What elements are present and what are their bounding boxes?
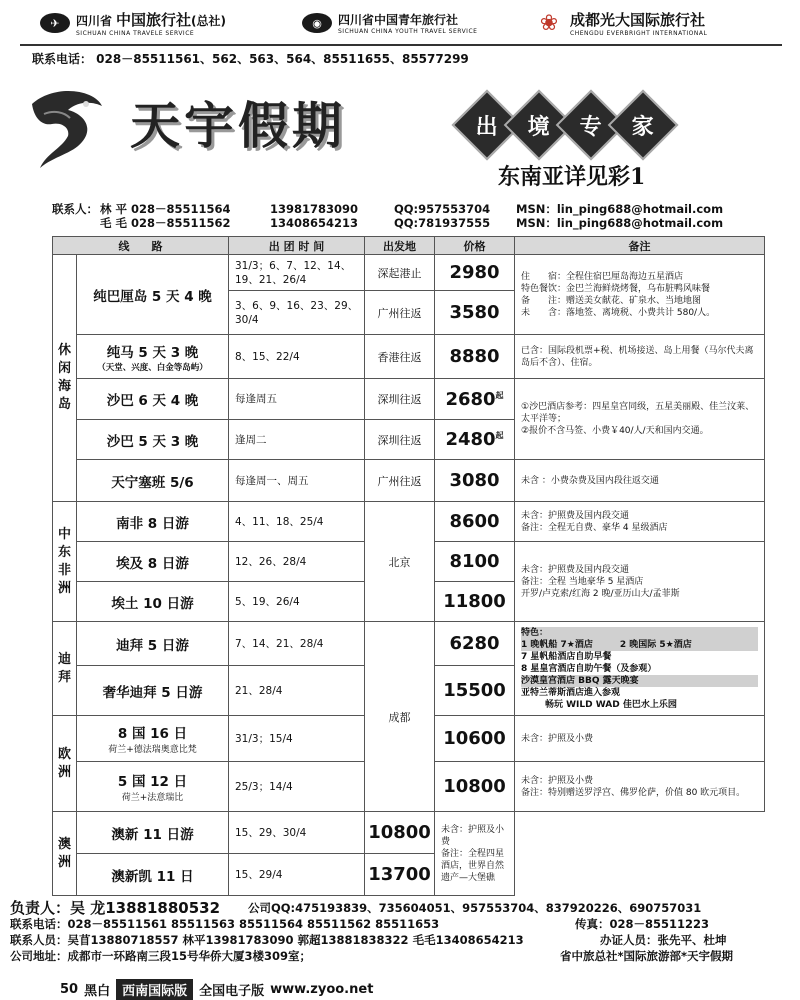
footer-address: 公司地址：成都市一环路南三段15号华侨大厦3楼309室； [10, 949, 312, 963]
contact-label [52, 216, 100, 230]
note-line: 未 含：落地签、离境税、小费共计 580/人。 [521, 307, 716, 318]
note-line: 畅玩 WILD WAD 佳巴水上乐园 [545, 699, 677, 710]
agency-cyts [302, 11, 534, 35]
route-name: 埃及 8 日游 [77, 542, 229, 582]
header-departure: 出发地 [365, 237, 435, 255]
route-name [77, 335, 229, 379]
subtitle: 东南亚详见彩1 [498, 164, 646, 190]
footer-fax: 传真：028－85511223 [575, 917, 710, 931]
badge-char-text: 家 [631, 113, 655, 140]
cts-logo-icon: ✈ [40, 13, 70, 33]
expert-badge [462, 96, 722, 154]
note-line: 特色餐饮：金巴兰海鲜烧烤餐，乌布脏鸭风味餐 [521, 283, 711, 294]
contact-qq: QQ:781937555 [394, 216, 491, 230]
price-from: 起 [495, 390, 504, 400]
agency-cts-brand: 中国旅行社 [116, 11, 192, 29]
footer-row [10, 916, 790, 932]
table-row [53, 255, 765, 291]
note-line: 备注：特别赠送罗浮宫、佛罗伦萨，价值 80 欧元项目。 [521, 787, 746, 798]
route-notes [515, 255, 765, 335]
route-departure: 广州往返 [365, 460, 435, 502]
price-value: 2680 [445, 388, 496, 410]
contact-phones: 联系电话： 028－85511561、562、563、564、85511655、85577299 [32, 52, 469, 66]
route-name: 天宁塞班 5/6 [77, 460, 229, 502]
table-row [53, 854, 765, 896]
route-price: 15500 [435, 666, 515, 716]
route-notes: 已含：国际段机票+税、机场接送、岛上用餐（马尔代夫离岛后不含）、住宿。 [515, 335, 765, 379]
agency-cts-suffix: (总社) [191, 14, 227, 28]
note-line: 沙漠皇宫酒店 BBQ 露天晚宴 [521, 675, 758, 687]
route-dates: 4、11、18、25/4 [229, 502, 365, 542]
page-bar [0, 978, 800, 1000]
price-value: 2480 [445, 429, 496, 450]
badge-char-text: 出 [475, 113, 499, 140]
contact-mobile: 13408654213 [270, 216, 359, 230]
footer-qq: 公司QQ:475193839、735604051、957553704、837920226、690757031 [248, 901, 702, 915]
price-from: 起 [495, 431, 504, 440]
route-departure: 香港往返 [365, 335, 435, 379]
table-row [53, 622, 765, 666]
agency-everbright-name: 成都光大国际旅行社 [570, 11, 706, 29]
route-price: 10800 [365, 812, 435, 854]
route-notes: 未含：护照及小费 [515, 716, 765, 762]
contact-name-phone: 毛 毛 028－85511562 [100, 216, 231, 230]
route-name: 纯巴厘岛 5 天 4 晚 [77, 255, 229, 335]
route-dates: 12、26、28/4 [229, 542, 365, 582]
route-notes [515, 762, 765, 812]
page-bw: 黑白 [84, 983, 111, 999]
agency-cyts-en: SICHUAN CHINA YOUTH TRAVEL SERVICE [338, 28, 478, 35]
note-line: 开罗/卢克索/红海 2 晚/亚历山大/孟菲斯 [521, 588, 680, 599]
route-dates: 3、6、9、16、23、29、30/4 [229, 291, 365, 335]
table-row [53, 335, 765, 379]
route-dates: 8、15、22/4 [229, 335, 365, 379]
route-dates: 每逢周五 [229, 379, 365, 420]
route-name: 奢华迪拜 5 日游 [77, 666, 229, 716]
everbright-logo-icon: ❀ [539, 10, 559, 36]
note-line: 住 宿：全程住宿巴厘岛海边五星酒店 [521, 271, 684, 282]
contact-row [52, 202, 762, 216]
route-dates: 25/3；14/4 [229, 762, 365, 812]
route-name: 澳新凯 11 日 [77, 854, 229, 896]
region-dubai: 迪拜 [53, 622, 77, 716]
route-price: 8880 [435, 335, 515, 379]
route-dates: 15、29/4 [229, 854, 365, 896]
route-notes [515, 622, 765, 716]
footer-row [10, 900, 790, 916]
route-dates: 5、19、26/4 [229, 582, 365, 622]
footer-visa-staff: 办证人员：张先平、杜坤 [600, 933, 727, 947]
route-name [77, 762, 229, 812]
brand-title: 天宇假期 [130, 96, 346, 155]
table-row [53, 502, 765, 542]
route-price: 11800 [435, 582, 515, 622]
route-dates: 31/3；15/4 [229, 716, 365, 762]
table-row [53, 379, 765, 420]
note-line: 8 星皇宫酒店自助午餐（及参观） [521, 663, 657, 674]
table-row [53, 460, 765, 502]
badge-char-text: 专 [579, 113, 603, 140]
route-notes [515, 379, 765, 460]
route-notes [515, 542, 765, 622]
company-footer [10, 900, 790, 964]
note-line: ②报价不含马签、小费￥40/人/天和国内交通。 [521, 426, 709, 436]
route-dates: 逢周二 [229, 420, 365, 460]
agency-everbright-en: CHENGDU EVERBRIGHT INTERNATIONAL [570, 30, 708, 37]
route-price: 8600 [435, 502, 515, 542]
route-price: 8100 [435, 542, 515, 582]
route-dates: 15、29、30/4 [229, 812, 365, 854]
badge-char [608, 90, 679, 161]
page-number: 50 [60, 981, 79, 997]
route-name: 南非 8 日游 [77, 502, 229, 542]
route-name: 澳新 11 日游 [77, 812, 229, 854]
note-line: 备注：全程无自费、豪华 4 星级酒店 [521, 522, 668, 533]
footer-row [10, 932, 790, 948]
route-dates: 31/3；6、7、12、14、19、21、26/4 [229, 255, 365, 291]
contact-row [52, 216, 762, 230]
route-price: 3580 [435, 291, 515, 335]
note-line: 亚特兰蒂斯酒店進入参观 [521, 687, 621, 698]
route-departure: 广州往返 [365, 291, 435, 335]
route-notes [515, 502, 765, 542]
route-price: 10800 [435, 762, 515, 812]
contact-msn: MSN：lin_ping688@hotmail.com [516, 202, 724, 216]
note-line: 未含：护照费及国内段交通 [521, 564, 630, 575]
route-name [77, 716, 229, 762]
header-dates: 出 团 时 间 [229, 237, 365, 255]
header-price: 价格 [435, 237, 515, 255]
region-mideast-africa: 中东非洲 [53, 502, 77, 622]
contact-name-phone: 林 平 028－85511564 [100, 202, 231, 216]
dragon-logo-icon [24, 84, 106, 174]
route-notes: 未含 ：小费杂费及国内段往返交通 [515, 460, 765, 502]
footer-row [10, 948, 790, 964]
footer-manager: 负责人：吴 龙13881880532 [10, 899, 221, 917]
note-line: ①沙巴酒店参考：四星皇宫同级，五星美丽殿、佳兰汶莱、太平洋等； [521, 402, 755, 424]
note-line: 备注：全程 当地豪华 5 星酒店 [521, 576, 644, 587]
footer-brand: 省中旅总社*国际旅游部*天宇假期 [560, 949, 734, 963]
agency-cts-name: 四川省 [76, 14, 113, 28]
note-line: 未含：护照及小费 [521, 775, 594, 786]
route-title: 纯马 5 天 3 晚 [106, 344, 199, 361]
page-edition: 全国电子版 [199, 983, 265, 999]
route-title: 5 国 12 日 [117, 774, 188, 790]
route-name: 沙巴 6 天 4 晚 [77, 379, 229, 420]
agency-cts [40, 9, 302, 37]
route-price: 13700 [365, 854, 435, 896]
note-line: 1 晚帆船 7★酒店 2 晚国际 5★酒店 [521, 639, 758, 651]
agency-everbright [534, 9, 760, 37]
page-section: 西南国际版 [116, 979, 193, 1000]
note-line: 备注：全程四星酒店，世界自然遗产—大堡礁 [441, 848, 505, 883]
region-island: 休闲海岛 [53, 255, 77, 502]
route-price [435, 379, 515, 420]
route-title: 8 国 16 日 [117, 726, 188, 742]
note-line: 特色： [521, 627, 758, 639]
header-route: 线 路 [53, 237, 229, 255]
route-departure: 北京 [365, 502, 435, 622]
contact-label: 联系人： [52, 202, 98, 216]
note-line: 备 注：赠送美女献花、矿泉水、当地地图 [521, 295, 702, 306]
agency-cts-en: SICHUAN CHINA TRAVELE SERVICE [76, 30, 195, 37]
route-departure: 深圳往返 [365, 379, 435, 420]
header-notes: 备注 [515, 237, 765, 255]
route-price: 3080 [435, 460, 515, 502]
cyts-logo-icon: ◉ [302, 13, 332, 33]
routes-table [52, 236, 765, 896]
header-divider [20, 44, 782, 46]
route-dates: 每逢周一、周五 [229, 460, 365, 502]
footer-staff: 联系人员：吴苜13880718557 林平13981783090 郭超13881838322 毛毛13408654213 [10, 933, 524, 947]
contact-qq: QQ:957553704 [394, 202, 491, 216]
table-row [53, 812, 765, 854]
route-departure: 深圳往返 [365, 420, 435, 460]
badge-char-text: 境 [527, 113, 551, 140]
region-australia: 澳洲 [53, 812, 77, 896]
route-dates: 21、28/4 [229, 666, 365, 716]
agency-cyts-name: 四川省中国青年旅行社 [338, 13, 459, 27]
route-name: 埃土 10 日游 [77, 582, 229, 622]
route-departure: 成都 [365, 622, 435, 812]
contact-msn: MSN：lin_ping688@hotmail.com [516, 216, 724, 230]
agency-header [40, 6, 760, 40]
route-price: 2980 [435, 255, 515, 291]
route-dates: 7、14、21、28/4 [229, 622, 365, 666]
route-price [435, 420, 515, 460]
note-line: 7 星帆船酒店自助早餐 [521, 651, 612, 662]
table-header-row [53, 237, 765, 255]
region-europe: 欧洲 [53, 716, 77, 812]
route-name: 迪拜 5 日游 [77, 622, 229, 666]
route-notes [435, 812, 515, 896]
route-subtitle: 荷兰+法意瑞比 [121, 793, 184, 803]
route-price: 10600 [435, 716, 515, 762]
page-site-link[interactable]: www.zyoo.net [270, 981, 374, 997]
route-subtitle: 荷兰+德法瑞奥意比梵 [108, 745, 197, 755]
route-price: 6280 [435, 622, 515, 666]
contact-mobile: 13981783090 [270, 202, 359, 216]
route-name: 沙巴 5 天 3 晚 [77, 420, 229, 460]
footer-phones: 联系电话：028－85511561 85511563 85511564 85511562 85511653 [10, 917, 440, 931]
route-departure: 深起港止 [365, 255, 435, 291]
route-subtitle: （天堂、兴度、白金等岛屿） [97, 362, 208, 373]
note-line: 未含：护照费及国内段交通 [521, 510, 630, 521]
note-line: 未含：护照及小费 [441, 824, 505, 847]
contact-persons [52, 202, 762, 230]
